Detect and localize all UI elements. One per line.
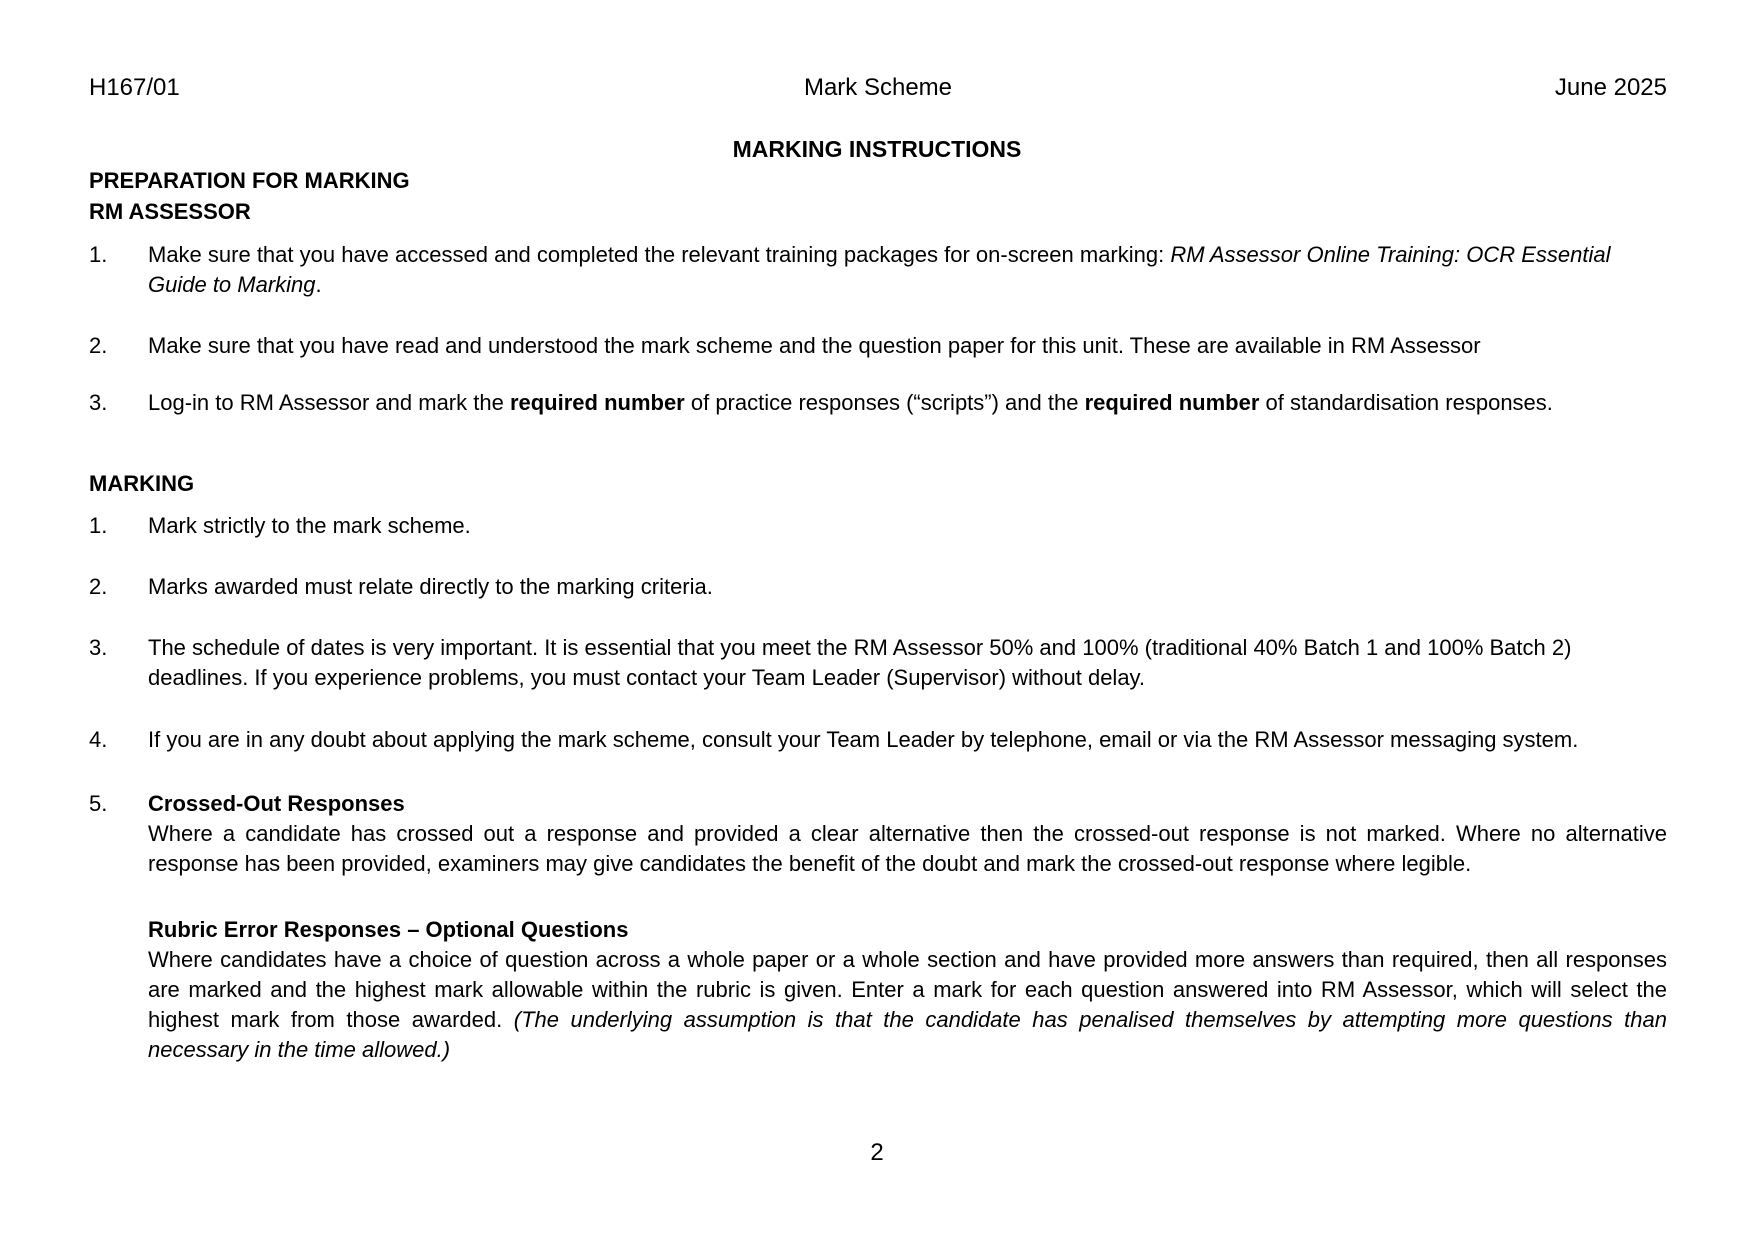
- text-part: .: [315, 272, 322, 297]
- crossed-out-text: Where a candidate has crossed out a response and provided a clear alternative then the crossed-out response is not marked. Where no alternative response has been provided, examiners may give candidates the benefit of the doubt and mark the crossed-out response where legible.: [148, 821, 1667, 876]
- marking-item-2: [89, 572, 1667, 602]
- italic-note: (The underlying assumption is that the candidate has penalised themselves by attempting more questions than necessary in the time allowed.): [148, 1007, 1667, 1062]
- rubric-heading: Rubric Error Responses – Optional Questions: [148, 917, 629, 942]
- item-number: 1.: [89, 513, 108, 538]
- text-part: of practice responses (“scripts”) and the: [684, 390, 1085, 415]
- item-number: 1.: [89, 242, 108, 267]
- text-part: of standardisation responses.: [1259, 390, 1553, 415]
- prep-item-3: [89, 388, 1667, 418]
- bold-text: required number: [509, 390, 685, 415]
- marking-item-4: [89, 725, 1667, 755]
- crossed-out-heading: Crossed-Out Responses: [148, 791, 405, 816]
- text-part: Where candidates have a choice of question across a whole paper or a whole section and have provided more answers than required, then all responses are marked and the highest mark allowable within the rubric is given. Enter a mark for each question answered into RM Assessor, which will select the highest mark from those awarded.: [148, 947, 1667, 1032]
- marking-heading: MARKING: [89, 471, 195, 496]
- text-part: Log-in to RM Assessor and mark the: [148, 390, 510, 415]
- item-number: 4.: [89, 727, 108, 752]
- header-title: Mark Scheme: [803, 74, 953, 101]
- marking-item-5: [89, 789, 1667, 879]
- bold-text: required number: [1084, 390, 1260, 415]
- item-text: [148, 388, 1667, 418]
- item-text: The schedule of dates is very important. It is essential that you meet the RM Assessor 50% and 100% (traditional 40% Batch 1 and 100% Batch 2) deadlines. If you experience problems, you must contact your Team Leader (Supervisor) without delay.: [148, 635, 1572, 690]
- rubric-section: [148, 915, 1667, 1065]
- rm-assessor-heading: RM ASSESSOR: [89, 199, 251, 224]
- marking-item-1: [89, 511, 1667, 541]
- item-number: 2.: [89, 333, 108, 358]
- prep-item-2: [89, 331, 1667, 361]
- item-number: 3.: [89, 390, 108, 415]
- prep-item-1: [89, 240, 1667, 300]
- item-number: 5.: [89, 791, 108, 816]
- preparation-heading: PREPARATION FOR MARKING: [89, 168, 410, 193]
- paper-code: H167/01: [89, 74, 180, 101]
- item-number: 2.: [89, 574, 108, 599]
- item-text: [148, 789, 1667, 879]
- header-date: June 2025: [1554, 74, 1667, 101]
- training-guide-title: RM Assessor Online Training: OCR Essential Guide to Marking: [148, 242, 1611, 297]
- text-part: Make sure that you have accessed and completed the relevant training packages for on-screen marking:: [148, 242, 1171, 267]
- item-text: Marks awarded must relate directly to the marking criteria.: [148, 574, 713, 599]
- page-number: 2: [870, 1139, 884, 1166]
- item-text: Make sure that you have read and understood the mark scheme and the question paper for this unit. These are available in RM Assessor: [148, 333, 1481, 358]
- item-text: If you are in any doubt about applying the mark scheme, consult your Team Leader by telephone, email or via the RM Assessor messaging system.: [148, 727, 1579, 752]
- item-text: [148, 240, 1667, 300]
- page-header: [89, 74, 1667, 104]
- item-number: 3.: [89, 635, 108, 660]
- item-text: Mark strictly to the mark scheme.: [148, 513, 471, 538]
- main-title: MARKING INSTRUCTIONS: [732, 136, 1022, 162]
- marking-item-3: [89, 633, 1667, 693]
- rubric-text: [148, 945, 1667, 1065]
